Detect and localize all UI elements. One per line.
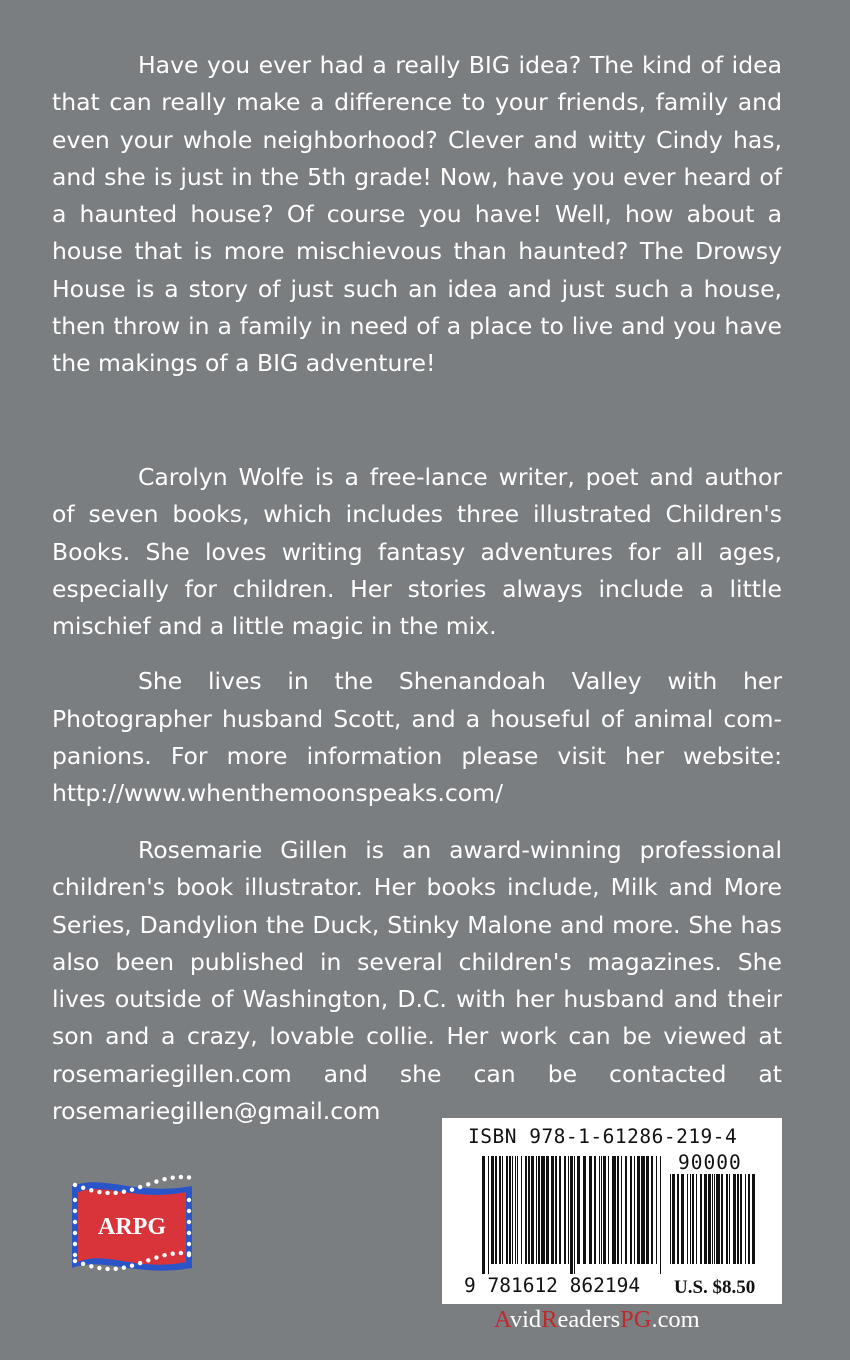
publisher-site-part: .com bbox=[651, 1306, 700, 1333]
logo-text: ARPG bbox=[98, 1214, 166, 1240]
arpg-flag-icon bbox=[64, 1172, 200, 1286]
author-bio-paragraph-1: Carolyn Wolfe is a free-lance writer, poet and author of seven books, which includes three illustrated Children's Books. She loves writing fantasy adventures for all ages, especially for children. Her stories always include a little mischief and a little magic in the mix. bbox=[52, 463, 782, 641]
blurb-paragraph: Have you ever had a really BIG idea? The kind of idea that can really make a difference to your friends, family and even your whole neighborhood? Clever and witty Cindy has, and she is just in the 5th grade! Now, have you ever heard of a haunted house? Of course you have! Well, how about a house that is more mischievous than haunted? The Drowsy House is a story of just such an idea and just such a house, then throw in a family in need of a place to live and you have the makings of a BIG adventure! bbox=[52, 51, 782, 378]
publisher-site-part: R bbox=[541, 1306, 558, 1333]
barcode-addon-icon bbox=[670, 1174, 756, 1274]
illustrator-bio-paragraph: Rosemarie Gillen is an award-winning professional children's book illustrator. Her books include, Milk and More Series, Dandylion the Duck, Stinky Malone and more. She has also been published in several children's magazines. She lives outside of Washington, D.C. with her husband and their son and a crazy, lovable collie. Her work can be viewed at rosemariegillen.com and she can be contacted at rosemariegillen@gmail.com bbox=[52, 836, 782, 1126]
author-bio-paragraph-2: She lives in the Shenandoah Valley with her Photographer husband Scott, and a houseful of animal companions. For more information please visit her website: http://www.whenthemoonspeaks.com/ bbox=[52, 667, 782, 808]
author-bio bbox=[52, 459, 782, 831]
price-addon-digits: 90000 bbox=[678, 1151, 742, 1174]
publisher-site-part: vid bbox=[509, 1306, 542, 1333]
illustrator-bio bbox=[52, 832, 782, 1130]
publisher-site-part: A bbox=[494, 1306, 510, 1333]
isbn-barcode-panel bbox=[442, 1118, 782, 1304]
arpg-logo bbox=[64, 1172, 200, 1286]
isbn-label: ISBN 978-1-61286-219-4 bbox=[468, 1125, 738, 1148]
publisher-website bbox=[494, 1306, 700, 1334]
ean-digits: 9 781612 862194 bbox=[464, 1274, 641, 1297]
retail-price: U.S. $8.50 bbox=[674, 1277, 756, 1298]
book-blurb bbox=[52, 47, 782, 383]
publisher-site-part: eaders bbox=[557, 1306, 621, 1333]
publisher-site-part: PG bbox=[620, 1306, 652, 1333]
barcode-main-icon bbox=[482, 1156, 662, 1274]
